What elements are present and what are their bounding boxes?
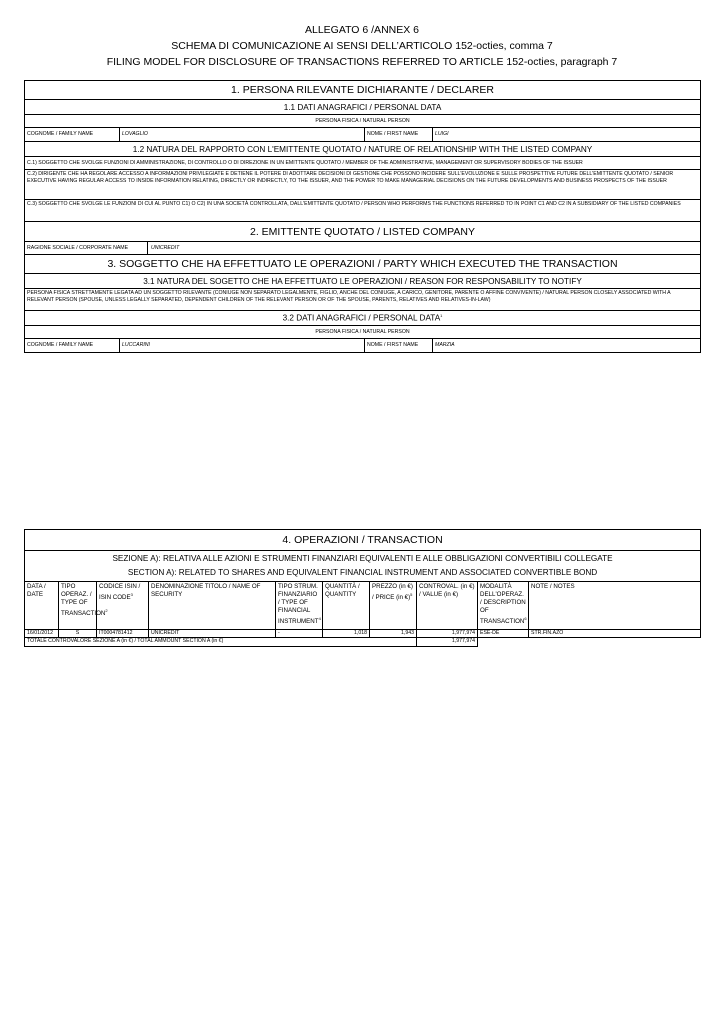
cell-price: 1,943 [370, 630, 417, 638]
column-header-label: PREZZO (in €) / PRICE (in €) [372, 583, 413, 602]
schema-title: SCHEMA DI COMUNICAZIONE AI SENSI DELL’ARTICOLO 152-octies, comma 7 [171, 40, 553, 52]
section-a-title [25, 551, 701, 582]
relationship-c1: C.1) SOGGETTO CHE SVOLGE FUNZIONI DI AMMINISTRAZIONE, DI CONTROLLO O DI DIREZIONE IN UN EMITTENTE QUOTATO / MEMBER OF THE ADMINISTRATIVE, MANAGEMENT OR SUPERVISORY BODIES OF THE ISSUER [25, 157, 701, 170]
column-header [97, 582, 149, 630]
section-3-1-title: 3.1 NATURA DEL SOGETTO CHE HA EFFETTUATO LE OPERAZIONI / REASON FOR RESPONSABILITY TO NOTIFY [25, 274, 701, 289]
section-2-title: 2. EMITTENTE QUOTATO / LISTED COMPANY [25, 222, 701, 242]
column-header-label: CODICE ISIN / ISIN CODE [99, 583, 141, 602]
corporate-name-row [25, 242, 701, 255]
footnote-ref: 6 [524, 616, 527, 621]
column-header [59, 582, 108, 630]
cell-security: UNICREDIT [149, 630, 276, 638]
column-header-label: CONTROVAL. (in €) / VALUE (in €) [419, 583, 475, 598]
filing-model-title: FILING MODEL FOR DISCLOSURE OF TRANSACTIONS REFERRED TO ARTICLE 152-octies, paragraph 7 [106, 56, 618, 68]
column-header [276, 582, 323, 630]
footnote-ref: 5 [410, 592, 413, 597]
column-headers [25, 582, 701, 630]
annex-title: ALLEGATO 6 /ANNEX 6 [305, 24, 419, 36]
first-name-value: MARZIA [433, 339, 701, 353]
section-3-2-label: 3.2 DATI ANAGRAFICI / PERSONAL DATA [282, 313, 441, 323]
column-header [417, 582, 478, 630]
column-header [149, 582, 276, 630]
column-header-label: DENOMINAZIONE TITOLO / NAME OF SECURITY [151, 583, 261, 598]
relationship-c2: C.2) DIRIGENTE CHE HA REGOLARE ACCESSO A INFORMAZIONI PRIVILEGIATE E DETIENE IL POTERE DI ADOTTARE DECISIONI DI GESTIONE CHE POSSONO INCIDERE SULL'EVOLUZIONE E SULLE PROSPETTIVE FUTURE DELL'EMITTENTE QUOTATO / SENIOR EXECUTIVE HAVING REGULAR ACCESS TO INSIDE INFORMATION RELATING, DIRECTLY OR INDIRECTLY, TO THE ISSUER, AND THE POWER TO MAKE MANAGERIAL DECISIONS ON THE FUTURE DEVELOPMENTS AND BUSINESS PROSPECTS OF THE ISSUER [25, 170, 701, 200]
section-a-title-en: SECTION A): RELATED TO SHARES AND EQUIVALENT FINANCIAL INSTRUMENT AND ASSOCIATED CONVERTIBLE BOND [127, 568, 598, 577]
column-header [25, 582, 59, 630]
natural-person-label: PERSONA FISICA / NATURAL PERSON [25, 115, 701, 128]
column-header-label: MODALITÀ DELL'OPERAZ. / DESCRIPTION OF TRANSACTION [480, 583, 526, 626]
cell-isin: IT0004781412 [97, 630, 149, 638]
column-header-label: TIPO STRUM. FINANZIARIO / TYPE OF FINANCIAL INSTRUMENT [278, 583, 319, 626]
section-3-2-title [25, 311, 701, 326]
table-row [25, 630, 701, 638]
column-header-label: NOTE / NOTES [531, 583, 575, 590]
cell-value: 1,977,974 [417, 630, 478, 638]
cell-date: 16/01/2012 [25, 630, 59, 638]
corporate-name-label: RAGIONE SOCIALE / CORPORATE NAME [25, 242, 148, 254]
first-name-value: LUIGI [433, 128, 701, 142]
column-header [323, 582, 370, 630]
cell-type: S [59, 630, 97, 638]
section-3-title: 3. SOGGETTO CHE HA EFFETTUATO LE OPERAZIONI / PARTY WHICH EXECUTED THE TRANSACTION [25, 255, 701, 274]
column-header-label: TIPO OPERAZ. / TYPE OF TRANSACTION [61, 583, 106, 618]
relationship-c3: C.3) SOGGETTO CHE SVOLGE LE FUNZIONI DI CUI AL PUNTO C1) O C2) IN UNA SOCIETÀ CONTROLLATA, DALL'EMITTENTE QUOTATO / PERSON WHO PERFORMS THE FUNCTIONS REFERRED TO IN POINT C1 AND C2 IN A SUBSIDIARY OF THE LISTED COMPANIES [25, 200, 701, 222]
footnote-ref: 3 [130, 592, 133, 597]
total-value: 1,977,974 [417, 638, 478, 647]
cell-notes: STR.FIN.AZO [529, 630, 701, 638]
cell-quantity: 1,018 [323, 630, 370, 638]
corporate-name-value: UNICREDIT [151, 245, 180, 251]
family-name-value: LOVAGLIO [120, 128, 365, 142]
section-1-1-title: 1.1 DATI ANAGRAFICI / PERSONAL DATA [25, 100, 701, 115]
cell-description: ESE-DE [478, 630, 529, 638]
responsibility-reason: PERSONA FISICA STRETTAMENTE LEGATA AD UN SOGGETTO RILEVANTE (CONIUGE NON SEPARATO LEGALMENTE, FIGLIO, ANCHE DEL CONIUGE, A CARICO, GENITORE, PARENTE O AFFINE CONVIVENTE) / NATURAL PERSON CLOSELY ASSOCIATED WITH A RELEVANT PERSON (SPOUSE, UNLESS LEGALLY SEPARATED, DEPENDENT CHILDREN OF THE RELEVANT PERSON OR OF THE SPOUSE, PARENTS, RELATIVES AND RELATIVES-IN-LAW) [25, 289, 701, 311]
section-1-2-title: 1.2 NATURA DEL RAPPORTO CON L'EMITTENTE QUOTATO / NATURE OF RELATIONSHIP WITH THE LISTED COMPANY [25, 142, 701, 157]
column-header [529, 582, 701, 630]
footnote-ref: 2 [105, 608, 108, 613]
section-a-title-it: SEZIONE A): RELATIVA ALLE AZIONI E STRUMENTI FINANZIARI EQUIVALENTI E ALLE OBBLIGAZIONI CONVERTIBILI COLLEGATE [112, 554, 613, 563]
footnote-ref: 4 [318, 616, 321, 621]
transactions-table [24, 529, 701, 647]
column-header-label: QUANTITÀ / QUANTITY [325, 583, 360, 598]
column-header [370, 582, 417, 630]
footnote-ref: 1 [440, 313, 443, 319]
section-4-title: 4. OPERAZIONI / TRANSACTION [25, 530, 701, 551]
column-header-label: DATA / DATE [27, 583, 46, 598]
total-label: TOTALE CONTROVALORE SEZIONE A (in €) / TOTAL AMMOUNT SECTION A (in €) [25, 638, 417, 647]
family-name-label: COGNOME / FAMILY NAME [25, 128, 120, 142]
declarer-form [24, 80, 701, 353]
first-name-label: NOME / FIRST NAME [365, 128, 433, 142]
section-1-title: 1. PERSONA RILEVANTE DICHIARANTE / DECLARER [25, 81, 701, 100]
family-name-value: LUCCARINI [120, 339, 365, 353]
column-header [478, 582, 529, 630]
family-name-label: COGNOME / FAMILY NAME [25, 339, 120, 353]
transaction-rows [25, 630, 701, 638]
natural-person-label: PERSONA FISICA / NATURAL PERSON [25, 326, 701, 339]
first-name-label: NOME / FIRST NAME [365, 339, 433, 353]
cell-instrument: - [276, 630, 323, 638]
